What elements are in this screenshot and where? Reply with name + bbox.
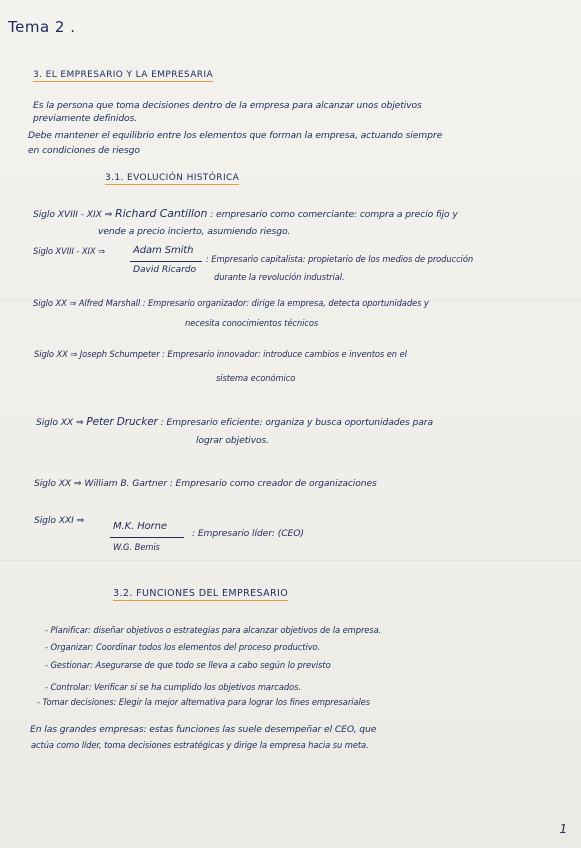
century-label: Siglo XX ⇒: [34, 478, 82, 489]
definition-line: Debe mantener el equilibrio entre los elementos que forman la empresa, actuando siempre: [28, 130, 443, 141]
description-continuation: lograr objetivos.: [196, 435, 269, 446]
description: : empresario como comerciante: compra a precio fijo y: [210, 209, 458, 220]
definition-line: en condiciones de riesgo: [28, 145, 140, 156]
fraction-line: [110, 537, 184, 538]
page-title: Tema 2 .: [8, 18, 76, 36]
description: : Empresario eficiente: organiza y busca oportunidades para: [160, 417, 434, 428]
history-item: [34, 349, 407, 359]
author-name: W.G. Bemis: [113, 542, 160, 552]
description-continuation: durante la revolución industrial.: [214, 272, 345, 282]
author-name: Peter Drucker: [86, 416, 158, 428]
closing-line: actúa como líder, toma decisiones estratégicas y dirige la empresa hacia su meta.: [31, 740, 369, 750]
century-label: Siglo XX ⇒: [33, 298, 77, 308]
author-name: M.K. Horne: [113, 521, 167, 532]
bullet-item: - Planificar: diseñar objetivos o estrategias para alcanzar objetivos de la empresa.: [45, 625, 382, 635]
author-name: Richard Cantillon: [115, 207, 208, 220]
definition-line: Es la persona que toma decisiones dentro de la empresa para alcanzar unos objetivos: [33, 100, 422, 111]
history-item: [33, 207, 458, 220]
subsection-heading: 3.1. EVOLUCIÓN HISTÓRICA: [105, 173, 240, 183]
description: : Empresario como creador de organizaciones: [169, 478, 377, 489]
closing-line: En las grandes empresas: estas funciones las suele desempeñar el CEO, que: [30, 724, 377, 735]
page-number: 1: [559, 822, 567, 836]
author-name: Alfred Marshall: [78, 298, 141, 308]
description: : Empresario innovador: introduce cambios e inventos en el: [162, 349, 407, 359]
description: : Empresario capitalista: propietario de los medios de producción: [206, 254, 474, 264]
subsection-heading: 3.2. FUNCIONES DEL EMPRESARIO: [113, 588, 289, 599]
century-label: Siglo XXI ⇒: [34, 515, 85, 526]
history-item: [36, 416, 433, 428]
century-label: Siglo XX ⇒: [34, 349, 78, 359]
bullet-item: - Tomar decisiones: Elegir la mejor alternativa para lograr los fines empresariales: [37, 697, 370, 707]
description: : Empresario líder: (CEO): [192, 528, 304, 539]
paper-crease: [0, 560, 581, 561]
bullet-item: - Controlar: Verificar si se ha cumplido los objetivos marcados.: [45, 682, 301, 692]
century-label: Siglo XVIII - XIX ⇒: [33, 246, 106, 256]
section-heading: 3. EL EMPRESARIO Y LA EMPRESARIA: [33, 70, 214, 80]
description: : Empresario organizador: dirige la empresa, detecta oportunidades y: [142, 298, 429, 308]
definition-line: previamente definidos.: [33, 113, 138, 124]
description-continuation: necesita conocimientos técnicos: [185, 318, 319, 328]
history-item: [33, 298, 429, 308]
century-label: Siglo XVIII - XIX ⇒: [33, 209, 113, 220]
author-name: David Ricardo: [133, 264, 196, 275]
bullet-item: - Gestionar: Asegurarse de que todo se lleva a cabo según lo previsto: [45, 660, 331, 670]
bullet-item: - Organizar: Coordinar todos los elementos del proceso productivo.: [45, 642, 321, 652]
century-label: Siglo XX ⇒: [36, 417, 84, 428]
author-name: Joseph Schumpeter: [79, 349, 160, 359]
author-name: Adam Smith: [133, 245, 194, 256]
description-continuation: vende a precio incierto, asumiendo riesgo.: [98, 226, 291, 237]
history-item: [34, 478, 377, 489]
description-continuation: sistema económico: [216, 373, 296, 383]
fraction-line: [130, 261, 202, 262]
author-name: William B. Gartner: [84, 478, 167, 489]
